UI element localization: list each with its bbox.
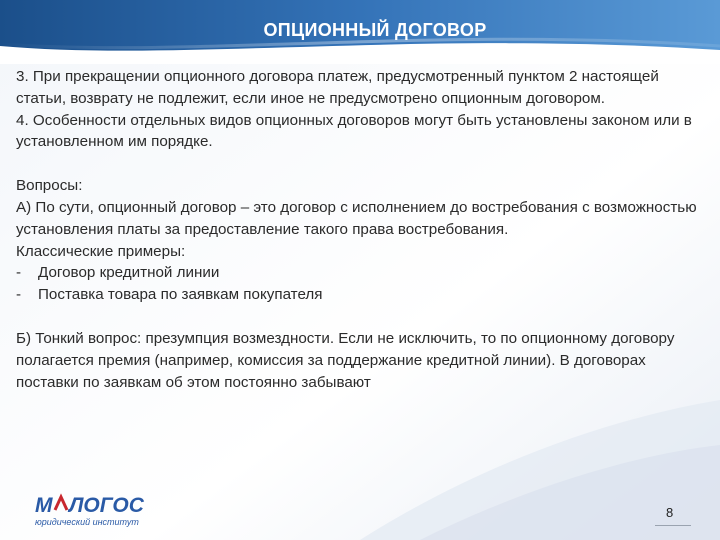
spacer	[16, 306, 706, 328]
list-dash: -	[16, 286, 22, 304]
page-number: 8	[666, 505, 674, 520]
examples-heading: Классические примеры:	[16, 242, 186, 260]
list-item-text: Договор кредитной линии	[38, 264, 220, 282]
svg-text:ЛОГОС: ЛОГОС	[69, 494, 144, 517]
svg-text:юридический институт: юридический институт	[35, 517, 139, 527]
spacer	[16, 153, 706, 175]
list-item	[16, 284, 706, 306]
list-item-text: Поставка товара по заявкам покупателя	[38, 286, 323, 304]
list-dash: -	[16, 264, 22, 282]
slide-title: ОПЦИОННЫЙ ДОГОВОР	[263, 20, 487, 40]
svg-text:М: М	[35, 494, 53, 517]
questions-label: Вопросы	[16, 177, 79, 195]
questions-heading	[16, 175, 706, 197]
list-item	[16, 262, 706, 284]
slide-content	[16, 66, 706, 393]
paragraph-3: 3. При прекращении опционного договора платеж, предусмотренный пунктом 2 настоящей статьи, возврату не подлежит, если иное не предусмотрено опционным договором.	[16, 68, 659, 107]
questions-colon: :	[78, 177, 83, 195]
answer-a: А) По сути, опционный договор – это договор с исполнением до востребования с возможностью установления платы за предоставление такого права востребования.	[16, 198, 697, 238]
answer-b: Б) Тонкий вопрос: презумпция возмездности. Если не исключить, то по опционному договору полагается премия (например, комиссия за поддержание кредитной линии). В договорах поставки по заявкам об этом постоянно забывают	[16, 329, 675, 391]
paragraph-4: 4. Особенности отдельных видов опционных договоров могут быть установлены законом или в установленном им порядке.	[16, 111, 692, 151]
page-number-underline	[655, 525, 691, 526]
logos-logo	[33, 488, 163, 528]
